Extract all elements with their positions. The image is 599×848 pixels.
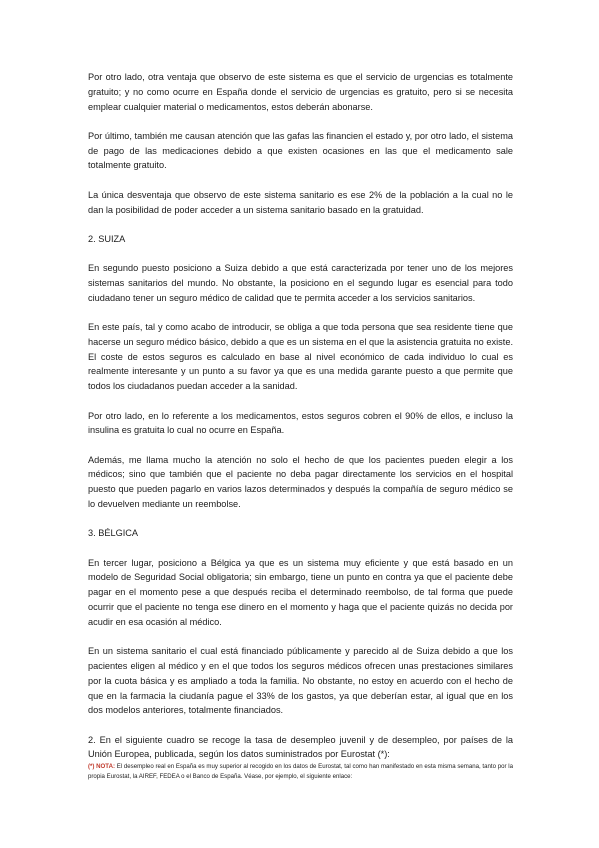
paragraph-belgica-intro: En tercer lugar, posiciono a Bélgica ya que es un sistema muy eficiente y que está basado en un modelo de Seguridad Social obligatoria; sin embargo, tiene un punto en contra ya que el paciente debe pagar en el momento pese a que después reciba el determinado reembolso, de tal forma que puede ocurrir que el paciente no tenga ese dinero en el momento y haga que el paciente quizás no decida por acudir en esa ocasión al médico. bbox=[88, 557, 513, 627]
paragraph-suiza-intro: En segundo puesto posiciono a Suiza debido a que está caracterizada por tener uno de los mejores sistemas sanitarios del mundo. No obstante, la posiciono en el segundo lugar es esencial para todo ciudadano tener un seguro médico de calidad que te permita acceder a los servicios sanitarios. bbox=[88, 263, 513, 303]
paragraph-cuadro-desempleo: 2. En el siguiente cuadro se recoge la tasa de desempleo juvenil y de desempleo, por países de la Unión Europea, publicada, según los datos suministrados por Eurostat (*): bbox=[88, 734, 513, 760]
heading-belgica: 3. BÉLGICA bbox=[88, 528, 139, 539]
footnote-label: (*) NOTA: bbox=[88, 763, 116, 771]
paragraph-urgencias: Por otro lado, otra ventaja que observo de este sistema es que el servicio de urgencias es totalmente gratuito; y no como ocurre en España donde el servicio de urgencias es gratuito, pero si se necesita emplear cualquier material o medicamentos, estos deberán abonarse. bbox=[88, 72, 513, 112]
footnote bbox=[88, 762, 513, 782]
paragraph-suiza-medicamentos: Por otro lado, en lo referente a los medicamentos, estos seguros cobren el 90% de ellos, e incluso la insulina es gratuita lo cual no ocurre en España. bbox=[88, 410, 513, 436]
paragraph-belgica-sistema: En un sistema sanitario el cual está financiado públicamente y parecido al de Suiza debido a que los pacientes eligen al médico y en el que todos los seguros médicos ofrecen unas prestaciones similares por la cuota básica y es ampliado a toda la familia. No obstante, no estoy en acuerdo con el hecho de que en la farmacia la ciudanía pague el 33% de los gastos, ya que deberían estar, al igual que en los dos modelos anteriores, totalmente financiados. bbox=[88, 646, 513, 716]
footnote-text: El desempleo real en España es muy superior al recogido en los datos de Eurostat, tal como han manifestado en esta misma semana, tanto por la propia Eurostat, la AIREF, FEDEA o el Banco de España. Véase, por ejemplo, el siguiente enlace: bbox=[88, 763, 514, 781]
paragraph-gafas: Por último, también me causan atención que las gafas las financien el estado y, por otro lado, el sistema de pago de las medicaciones debido a que existen ocasiones en las que el medicamento sale totalmente gratuito. bbox=[88, 130, 513, 171]
paragraph-desventaja: La única desventaja que observo de este sistema sanitario es ese 2% de la población a la cual no le dan la posibilidad de poder acceder a un sistema sanitario basado en la gratuidad. bbox=[88, 189, 513, 215]
paragraph-suiza-medicos: Además, me llama mucho la atención no solo el hecho de que los pacientes pueden elegir a los médicos; sino que también que el paciente no deba pagar directamente los servicios en el hospital puesto que pueden pagarlo en varios lazos determinados y después la compañía de seguro médico se lo devuelven mediante un reembolse. bbox=[88, 454, 513, 510]
paragraph-suiza-seguro: En este país, tal y como acabo de introducir, se obliga a que toda persona que sea residente tiene que hacerse un seguro médico básico, debido a que es un sistema en el que la asistencia gratuita no existe. El coste de estos seguros es calculado en base al nivel económico de cada individuo lo cual es realmente interesante y un punto a su favor ya que es una medida garante puesto a que permite que todos los ciudadanos puedan acceder a la sanidad. bbox=[88, 322, 513, 392]
document-body bbox=[88, 70, 513, 782]
heading-suiza: 2. SUIZA bbox=[88, 233, 126, 244]
